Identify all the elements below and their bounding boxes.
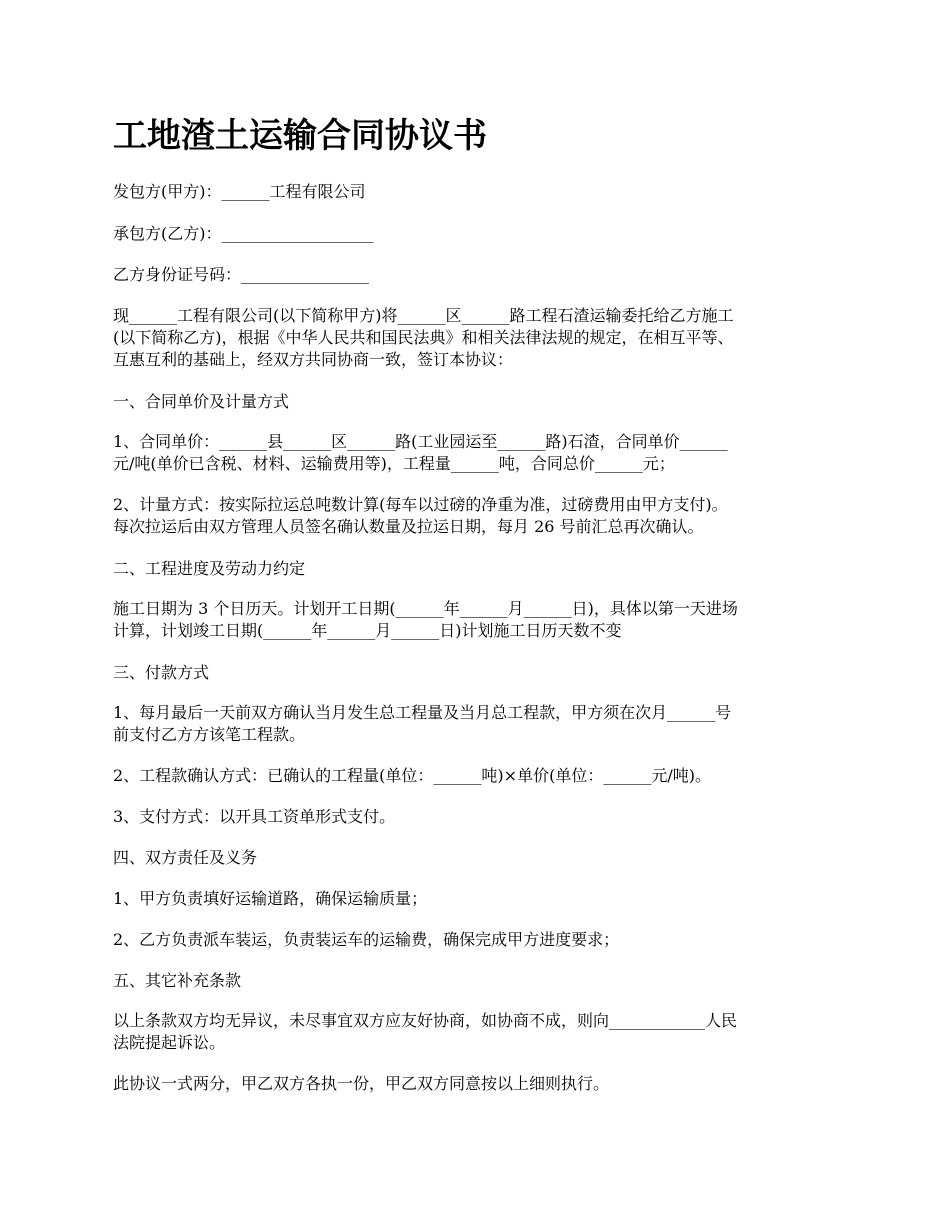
clause-line: 计算，计划竣工日期(______年______月______日)计划施工日历天数不变 — [113, 621, 622, 640]
section-3-item-3: 3、支付方式：以开具工资单形式支付。 — [113, 807, 396, 826]
section-2-item-1 — [113, 598, 841, 642]
party-b-line: 承包方(乙方)：___________________ — [113, 224, 374, 243]
intro-line: (以下简称乙方)，根据《中华人民共和国民法典》和相关法律法规的规定，在相互平等、 — [113, 328, 734, 347]
section-5-item-2: 此协议一式两分，甲乙双方各执一份，甲乙双方同意按以上细则执行。 — [113, 1074, 610, 1093]
clause-line: 每次拉运后由双方管理人员签名确认数量及拉运日期，每月 26 号前汇总再次确认。 — [113, 517, 704, 536]
clause-line: 元/吨(单价已含税、材料、运输费用等)，工程量______吨，合同总价______元； — [113, 454, 675, 473]
clause-line: 以上条款双方均无异议，未尽事宜双方应友好协商，如协商不成，则向____________人民 — [113, 1011, 738, 1030]
clause-line: 施工日期为 3 个日历天。计划开工日期(______年______月______日)，具体以第一天进场 — [113, 599, 738, 618]
clause-line: 前支付乙方方该笔工程款。 — [113, 725, 306, 744]
section-1-heading: 一、合同单价及计量方式 — [113, 392, 290, 411]
section-4-item-1: 1、甲方负责填好运输道路，确保运输质量； — [113, 889, 428, 908]
clause-line: 1、合同单价：______县______区______路(工业园运至______路)石渣，合同单价______ — [113, 432, 728, 451]
clause-line: 法院提起诉讼。 — [113, 1033, 226, 1052]
intro-paragraph — [113, 305, 841, 371]
party-a-line: 发包方(甲方)：______工程有限公司 — [113, 182, 366, 201]
section-3-item-1 — [113, 702, 841, 746]
intro-line: 互惠互利的基础上，经双方共同协商一致，签订本协议： — [113, 350, 514, 369]
section-2-heading: 二、工程进度及劳动力约定 — [113, 559, 306, 578]
party-b-id-line: 乙方身份证号码：________________ — [113, 265, 370, 284]
section-3-heading: 三、付款方式 — [113, 663, 210, 682]
intro-line: 现______工程有限公司(以下简称甲方)将______区______路工程石渣运输委托给乙方施工 — [113, 306, 734, 325]
section-3-item-2: 2、工程款确认方式：已确认的工程量(单位：______吨)×单价(单位：______元/吨)。 — [113, 766, 711, 785]
section-5-heading: 五、其它补充条款 — [113, 971, 242, 990]
clause-line: 2、计量方式：按实际拉运总吨数计算(每车以过磅的净重为准，过磅费用由甲方支付)。 — [113, 495, 728, 514]
section-5-item-1 — [113, 1010, 841, 1054]
section-4-heading: 四、双方责任及义务 — [113, 848, 258, 867]
document-title: 工地渣土运输合同协议书 — [113, 116, 487, 156]
section-4-item-2: 2、乙方负责派车装运，负责装运车的运输费，确保完成甲方进度要求； — [113, 930, 620, 949]
section-1-item-1 — [113, 431, 841, 475]
section-1-item-2 — [113, 494, 841, 538]
clause-line: 1、每月最后一天前双方确认当月发生总工程量及当月总工程款，甲方须在次月______号 — [113, 703, 732, 722]
